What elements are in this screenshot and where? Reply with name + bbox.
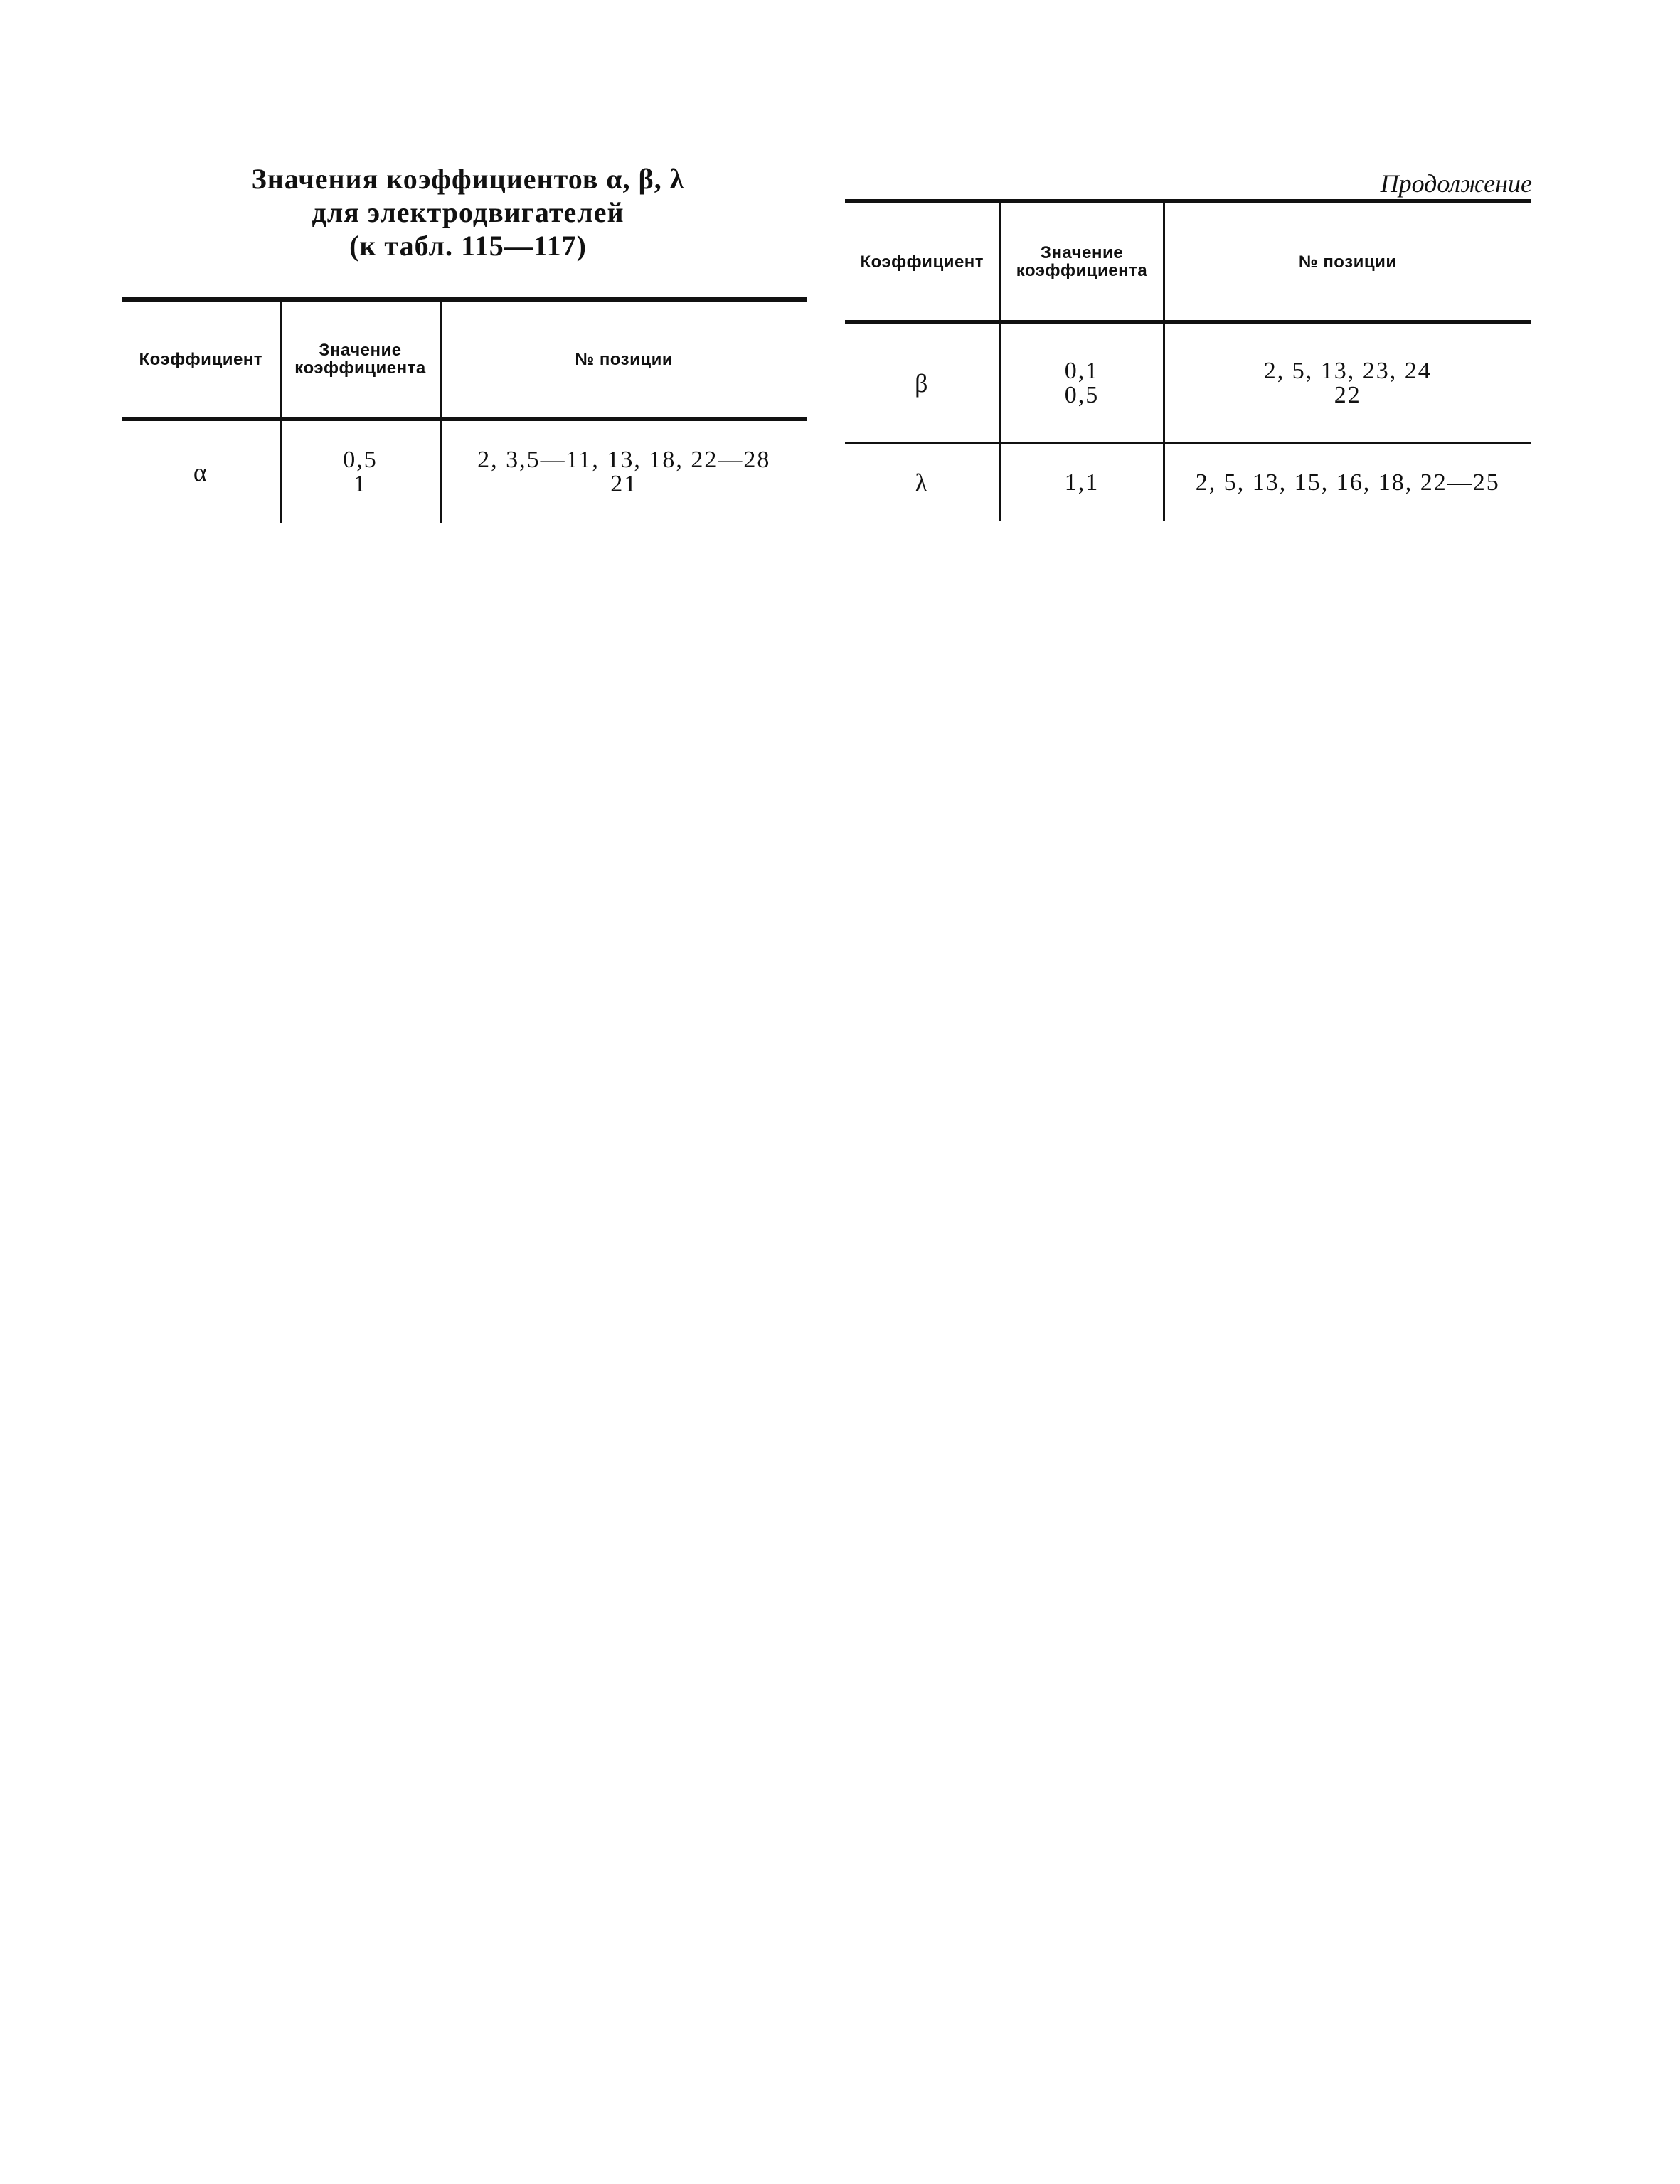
header-value-line-1: Значение [1040, 243, 1124, 262]
row-values [280, 419, 440, 523]
row-positions-2: 21 [610, 470, 638, 497]
header-value-line-2: коэффициента [294, 358, 426, 378]
title-line-3: (к табл. 115—117) [349, 230, 587, 262]
row-positions [1164, 443, 1531, 521]
header-value-line-1: Значение [319, 341, 402, 360]
row-positions [1164, 322, 1531, 443]
coefficients-table-right [845, 199, 1531, 521]
page-title [122, 162, 814, 262]
row-positions-1: 2, 5, 13, 15, 16, 18, 22—25 [1195, 469, 1500, 496]
table-row [122, 419, 807, 523]
table-row [845, 322, 1531, 443]
row-value-2: 1 [353, 470, 367, 497]
table-row [845, 443, 1531, 521]
row-coefficient: λ [915, 468, 929, 497]
header-coefficient: Коэффициент [139, 349, 263, 369]
table-header-row [845, 201, 1531, 322]
row-value-1: 0,5 [343, 446, 378, 473]
row-value-1: 1,1 [1064, 469, 1100, 496]
row-coefficient: α [193, 457, 208, 486]
row-values [1000, 443, 1164, 521]
title-line-2: для электродвигателей [312, 196, 624, 228]
row-value-2: 0,5 [1064, 381, 1100, 408]
header-coefficient: Коэффициент [860, 252, 984, 272]
row-values [1000, 322, 1164, 443]
table-header-row [122, 299, 807, 419]
header-value-line-2: коэффициента [1016, 261, 1148, 280]
header-positions: № позиции [1164, 201, 1531, 322]
header-value [1000, 201, 1164, 322]
row-positions-2: 22 [1334, 381, 1361, 408]
coefficients-table-left [122, 297, 807, 523]
header-positions: № позиции [440, 299, 807, 419]
title-line-1: Значения коэффициентов α, β, λ [251, 163, 685, 195]
row-positions-1: 2, 3,5—11, 13, 18, 22—28 [477, 446, 771, 473]
continuation-label: Продолжение [1380, 169, 1532, 198]
row-positions [440, 419, 807, 523]
row-value-1: 0,1 [1064, 357, 1100, 384]
header-value [280, 299, 440, 419]
row-coefficient: β [845, 322, 1000, 443]
row-positions-1: 2, 5, 13, 23, 24 [1263, 357, 1432, 384]
